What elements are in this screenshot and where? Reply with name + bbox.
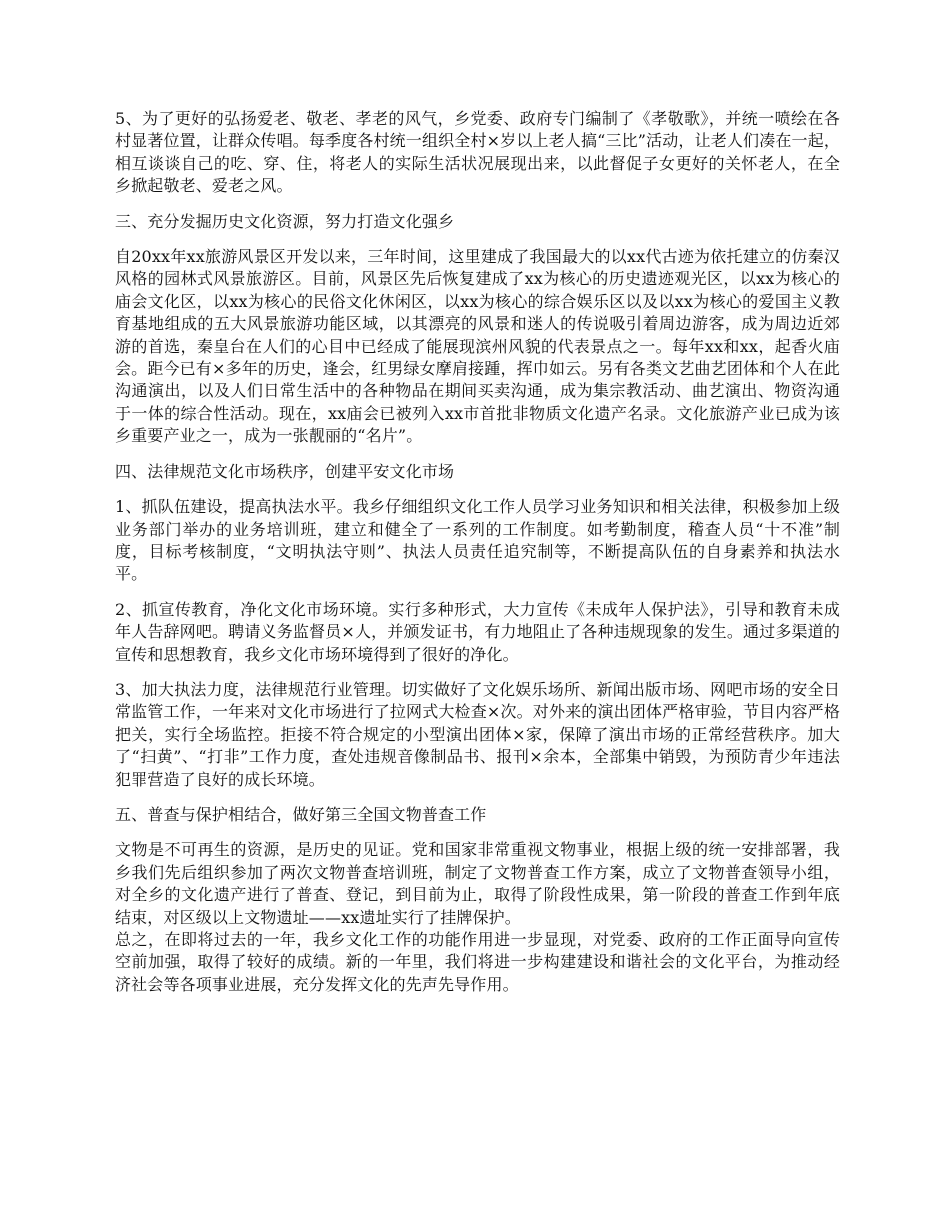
paragraph-team-building: 1、抓队伍建设，提高执法水平。我乡仔细组织文化工作人员学习业务知识和相关法律，积极参加上级业务部门举办的业务培训班，建立和健全了一系列的工作制度。如考勤制度，稽查人员“十不准”制度，目标考核制度，“文明执法守则”、执法人员责任追究制等，不断提高队伍的自身素养和执法水平。 xyxy=(115,497,840,584)
paragraph-relics: 文物是不可再生的资源，是历史的见证。党和国家非常重视文物事业，根据上级的统一安排部署，我乡我们先后组织参加了两次文物普查培训班，制定了文物普查工作方案，成立了文物普查领导小组，对全乡的文化遗产进行了普查、登记，到目前为止，取得了阶段性成果，第一阶段的普查工作到年底结束，对区级以上文物遗址——xx遗址实行了挂牌保护。 xyxy=(115,840,840,927)
document-body xyxy=(115,108,840,1009)
paragraph-tourism: 自20xx年xx旅游风景区开发以来，三年时间，这里建成了我国最大的以xx代古迹为依托建立的仿秦汉风格的园林式风景旅游区。目前，风景区先后恢复建成了xx为核心的历史遗迹观光区，以xx为核心的庙会文化区，以xx为核心的民俗文化休闲区，以xx为核心的综合娱乐区以及以xx为核心的爱国主义教育基地组成的五大风景旅游功能区域，以其漂亮的风景和迷人的传说吸引着周边游客，成为周边近郊游的首选，秦皇台在人们的心目中已经成了能展现滨州风貌的代表景点之一。每年xx和xx，起香火庙会。距今已有×多年的历史，逢会，红男绿女摩肩接踵，挥巾如云。另有各类文艺曲艺团体和个人在此沟通演出，以及人们日常生活中的各种物品在期间买卖沟通，成为集宗教活动、曲艺演出、物资沟通于一体的综合性活动。现在，xx庙会已被列入xx市首批非物质文化遗产名录。文化旅游产业已成为该乡重要产业之一，成为一张靓丽的“名片”。 xyxy=(115,247,840,446)
paragraph-publicity: 2、抓宣传教育，净化文化市场环境。实行多种形式，大力宣传《未成年人保护法》，引导和教育未成年人告辞网吧。聘请义务监督员×人，并颁发证书，有力地阻止了各种违规现象的发生。通过多渠道的宣传和思想教育，我乡文化市场环境得到了很好的净化。 xyxy=(115,599,840,664)
section-heading-5: 五、普查与保护相结合，做好第三全国文物普查工作 xyxy=(115,804,487,824)
section-heading-4: 四、法律规范文化市场秩序，创建平安文化市场 xyxy=(115,461,455,481)
section-heading-3: 三、充分发掘历史文化资源，努力打造文化强乡 xyxy=(115,211,455,231)
paragraph-respect-elderly: 5、为了更好的弘扬爱老、敬老、孝老的风气，乡党委、政府专门编制了《孝敬歌》，并统一喷绘在各村显著位置，让群众传唱。每季度各村统一组织全村×岁以上老人搞“三比”活动，让老人们凑在一起，相互谈谈自己的吃、穿、住，将老人的实际生活状况展现出来，以此督促子女更好的关怀老人，在全乡掀起敬老、爱老之风。 xyxy=(115,109,840,196)
paragraph-summary: 总之，在即将过去的一年，我乡文化工作的功能作用进一步显现，对党委、政府的工作正面导向宣传空前加强，取得了较好的成绩。新的一年里，我们将进一步构建建设和谐社会的文化平台，为推动经济社会等各项事业进展，充分发挥文化的先声先导作用。 xyxy=(115,930,840,994)
paragraph-enforcement: 3、加大执法力度，法律规范行业管理。切实做好了文化娱乐场所、新闻出版市场、网吧市场的安全日常监管工作，一年来对文化市场进行了拉网式大检查×次。对外来的演出团体严格审验，节目内容严格把关，实行全场监控。拒接不符合规定的小型演出团体×家，保障了演出市场的正常经营秩序。加大了“扫黄”、“打非”工作力度，查处违规音像制品书、报刊×余本，全部集中销毁，为预防青少年违法犯罪营造了良好的成长环境。 xyxy=(115,679,840,789)
